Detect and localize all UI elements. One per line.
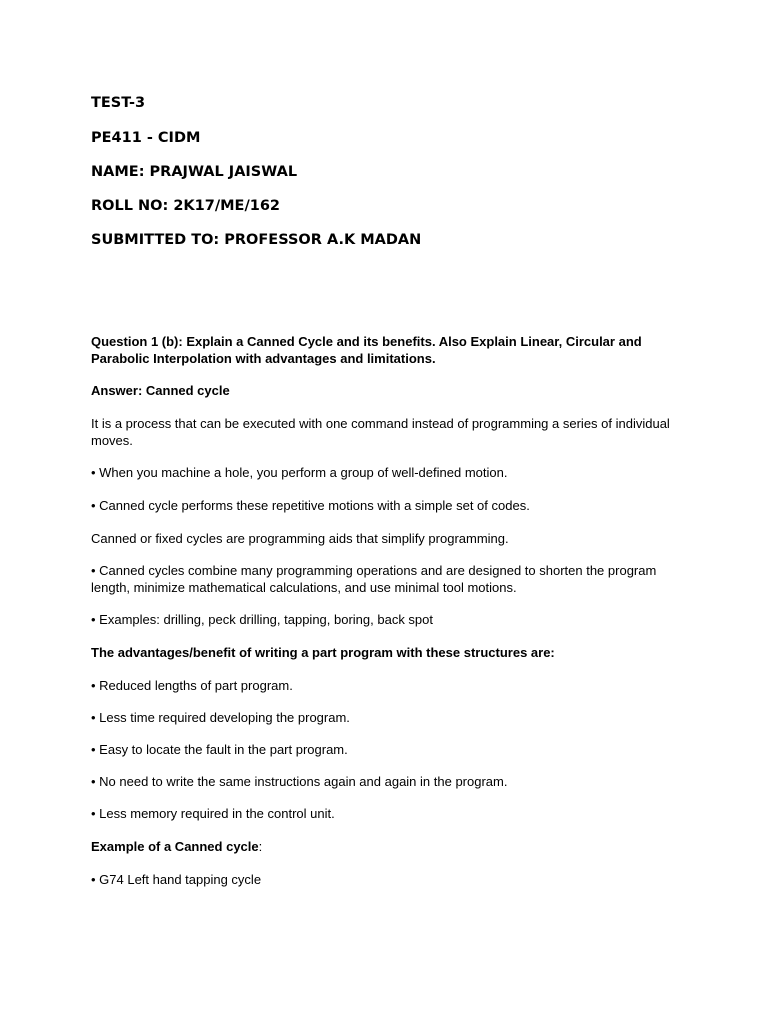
- bullet-repetitive: • Canned cycle performs these repetitive motions with a simple set of codes.: [91, 498, 530, 513]
- test-title: TEST-3: [91, 95, 146, 111]
- student-name: NAME: PRAJWAL JAISWAL: [91, 164, 298, 180]
- submitted-to: SUBMITTED TO: PROFESSOR A.K MADAN: [91, 232, 422, 248]
- answer-heading: Answer: Canned cycle: [91, 383, 230, 398]
- advantage-item: • Easy to locate the fault in the part program.: [91, 742, 348, 757]
- roll-number: ROLL NO: 2K17/ME/162: [91, 198, 281, 214]
- fixed-cycles-paragraph: Canned or fixed cycles are programming aids that simplify programming.: [91, 531, 509, 546]
- bullet-combine: • Canned cycles combine many programming operations and are designed to shorten the program length, minimize mathematical calculations, and use minimal tool motions.: [91, 563, 657, 595]
- definition-paragraph: It is a process that can be executed with one command instead of programming a series of individual moves.: [91, 416, 670, 448]
- example-colon: :: [258, 839, 263, 854]
- advantages-heading: The advantages/benefit of writing a part program with these structures are:: [91, 645, 555, 660]
- advantage-item: • Less memory required in the control unit.: [91, 806, 335, 821]
- advantage-item: • No need to write the same instructions again and again in the program.: [91, 774, 508, 789]
- course-code: PE411 - CIDM: [91, 130, 201, 146]
- example-heading-line: [91, 838, 681, 855]
- advantage-item: • Reduced lengths of part program.: [91, 678, 293, 693]
- bullet-hole: • When you machine a hole, you perform a group of well-defined motion.: [91, 465, 508, 480]
- advantage-item: • Less time required developing the program.: [91, 710, 350, 725]
- bullet-examples: • Examples: drilling, peck drilling, tapping, boring, back spot: [91, 612, 434, 627]
- example-item: • G74 Left hand tapping cycle: [91, 872, 262, 887]
- example-heading: Example of a Canned cycle: [91, 839, 259, 854]
- question-text: Question 1 (b): Explain a Canned Cycle and its benefits. Also Explain Linear, Circular and Parabolic Interpolation with advantages and limitations.: [91, 334, 642, 366]
- answer-body: [91, 333, 681, 888]
